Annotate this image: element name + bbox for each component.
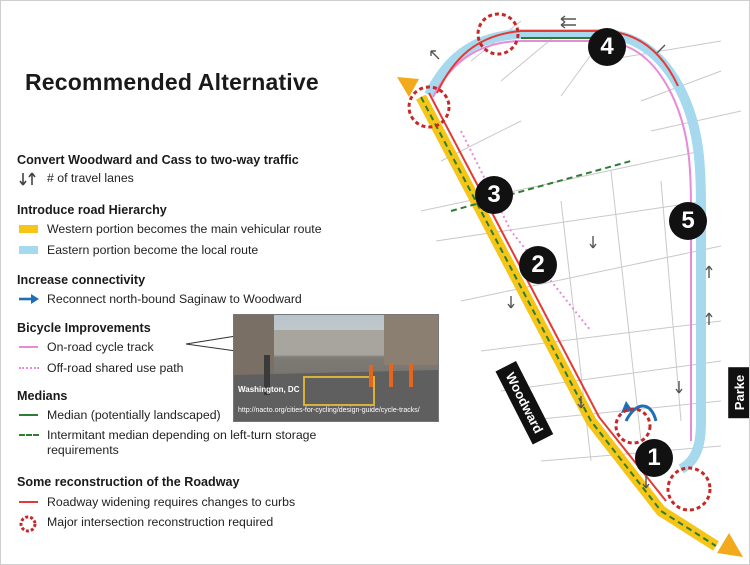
route-end-arrow-south [717, 533, 743, 557]
marker-2: 2 [519, 246, 557, 284]
legend-item [17, 243, 258, 257]
legend-item [17, 515, 273, 529]
legend-item [17, 340, 154, 354]
main-route-swatch [17, 222, 41, 236]
legend-item [17, 428, 347, 458]
photo-caption: Washington, DC [238, 385, 300, 394]
lane-arrow [676, 381, 682, 393]
slide-title: Recommended Alternative [25, 69, 319, 95]
legend-item [17, 495, 295, 509]
legend-item-label: Off-road shared use path [47, 361, 184, 375]
legend-section-title: Convert Woodward and Cass to two-way traffic [17, 153, 299, 167]
lane-arrows-icon [17, 171, 41, 185]
lane-arrows [431, 16, 712, 488]
photo-url: http://nacto.org/cities-for-cycling/design-guide/cycle-tracks/ [238, 407, 420, 414]
shared-path-dots-icon [17, 361, 41, 375]
legend-item-label: # of travel lanes [47, 171, 134, 185]
legend-item-label: On-road cycle track [47, 340, 154, 354]
widening-line [429, 93, 666, 501]
legend-item [17, 171, 134, 185]
legend-item-label: Eastern portion become the local route [47, 243, 259, 257]
median-dashed-icon [17, 428, 41, 442]
intersection-circle-icon [17, 515, 41, 529]
lane-arrow [561, 16, 576, 22]
legend-item-label: Intermitant median depending on left-turn storage requirements [47, 428, 317, 457]
intersection-south [668, 468, 710, 510]
intersection-markers [409, 14, 710, 510]
legend-section-title: Some reconstruction of the Roadway [17, 475, 240, 489]
legend-item-label: Major intersection reconstruction required [47, 515, 274, 529]
lane-arrow [657, 45, 665, 53]
main-route-band [421, 97, 716, 546]
legend-item-label: Roadway widening requires changes to curbs [47, 495, 296, 509]
legend-item-label: Reconnect north-bound Saginaw to Woodward [47, 292, 302, 306]
legend-item [17, 408, 221, 422]
cycle-track-line [433, 41, 691, 441]
median-dashed [421, 97, 716, 546]
lane-arrow [508, 296, 514, 308]
marker-3: 3 [475, 176, 513, 214]
lane-arrow [590, 236, 596, 248]
lane-arrow [706, 266, 712, 278]
marker-5: 5 [669, 202, 707, 240]
marker-1: 1 [635, 439, 673, 477]
legend-item [17, 222, 322, 236]
lane-arrow [561, 22, 576, 28]
local-route-band [429, 34, 701, 469]
legend-section-title: Bicycle Improvements [17, 321, 151, 335]
widening-line-icon [17, 495, 41, 509]
photo-callout-lines [181, 331, 241, 371]
blue-arrow-icon [17, 292, 41, 306]
woodward-label: Woodward [496, 361, 554, 445]
legend-item [17, 292, 302, 306]
cycle-track-line-icon [17, 340, 41, 354]
legend-section-title: Introduce road Hierarchy [17, 203, 167, 217]
local-route-swatch [17, 243, 41, 257]
legend-item [17, 361, 184, 375]
legend-section-title: Medians [17, 389, 68, 403]
marker-4: 4 [588, 28, 626, 66]
legend-item-label: Western portion becomes the main vehicular route [47, 222, 322, 236]
intersection-michigan [616, 409, 650, 443]
lane-arrow [431, 51, 439, 59]
legend-section-title: Increase connectivity [17, 273, 146, 287]
parke-label: Parke [728, 367, 750, 418]
legend-item-label: Median (potentially landscaped) [47, 408, 221, 422]
cycle-track-photo [233, 314, 439, 422]
median-line-icon [17, 408, 41, 422]
photo-scene [234, 315, 438, 421]
